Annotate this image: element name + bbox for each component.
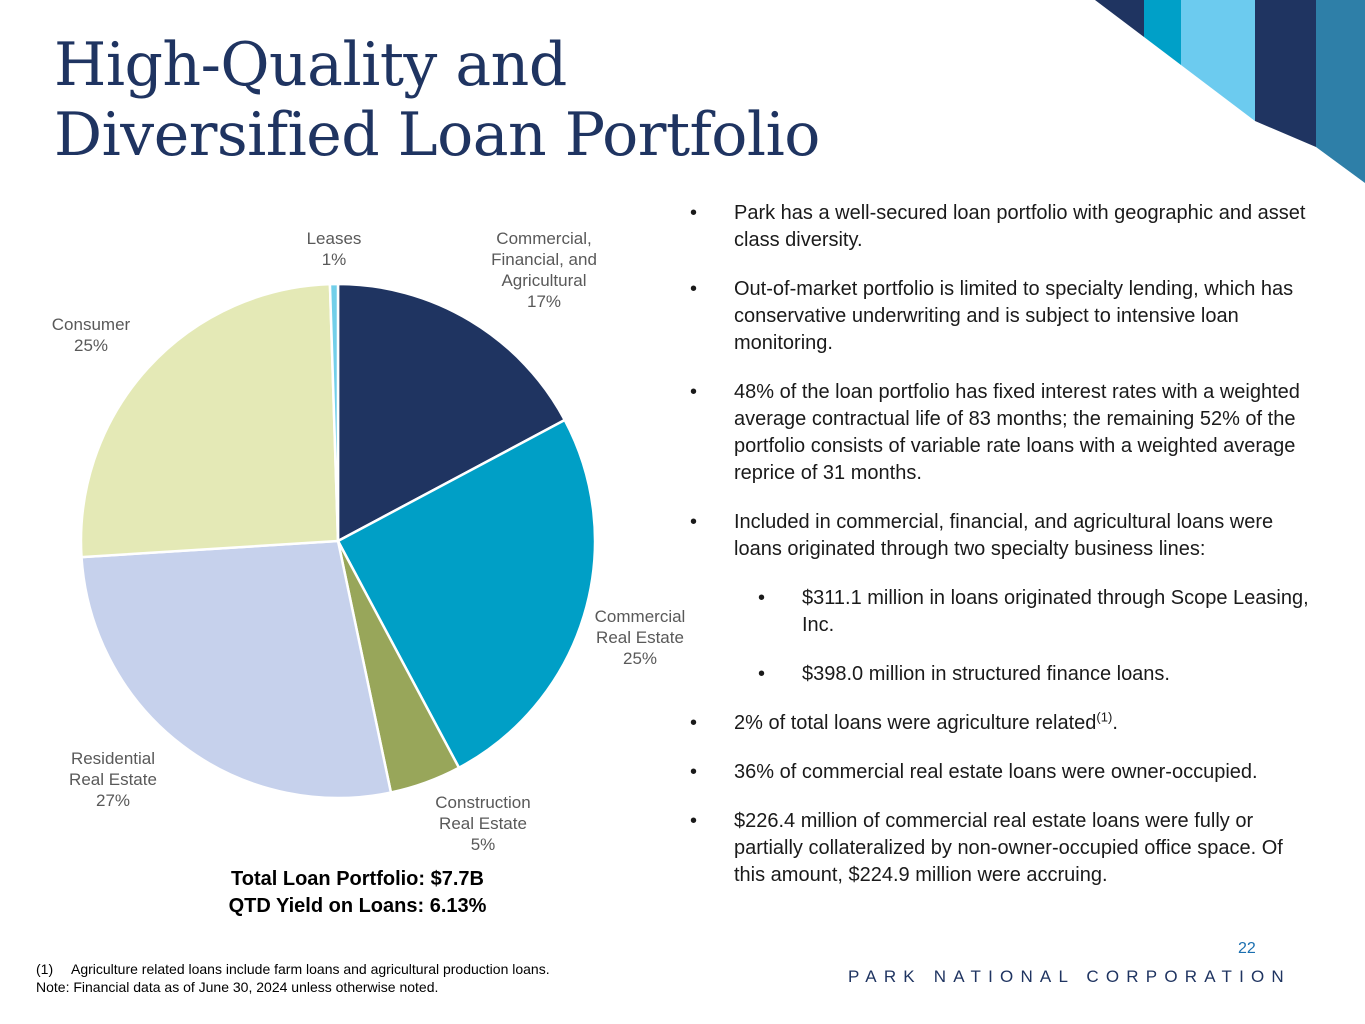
bullet-item <box>690 276 1310 357</box>
bullet-item <box>690 759 1310 786</box>
corner-stripe-teal <box>1144 0 1181 65</box>
slice-label <box>595 607 686 668</box>
bullet-text: Included in commercial, financial, and agricultural loans were loans originated through two specialty business lines: <box>734 511 1274 560</box>
bullet-marker: • <box>690 761 698 783</box>
slice-percent: 25% <box>73 336 109 355</box>
bullet-marker: • <box>690 278 698 300</box>
bullet-text: Park has a well-secured loan portfolio with geographic and asset class diversity. <box>734 202 1306 251</box>
loan-portfolio-pie-chart <box>0 210 690 870</box>
slice-label-line: Consumer <box>51 315 131 334</box>
slice-label-line: Financial, and <box>491 250 597 269</box>
data-note: Note: Financial data as of June 30, 2024 unless otherwise noted. <box>36 979 439 995</box>
qtd-yield-on-loans: QTD Yield on Loans: 6.13% <box>228 895 487 917</box>
bullet-item <box>690 808 1310 889</box>
bullet-marker: • <box>690 810 698 832</box>
footnote-text: Agriculture related loans include farm loans and agricultural production loans. <box>71 961 550 977</box>
corner-stripe-steel-blue <box>1316 0 1365 183</box>
slice-label-line: Real Estate <box>439 814 527 833</box>
footnote-1 <box>36 960 550 978</box>
bullet-list <box>690 200 1310 911</box>
page-number: 22 <box>1238 940 1256 957</box>
bullet-text: $226.4 million of commercial real estate loans were fully or partially collateralized by non-owner-occupied office space. Of this amount, $224.9 million were accruing. <box>734 810 1283 886</box>
bullet-item <box>690 379 1310 487</box>
corner-stripe-light-blue <box>1181 0 1255 121</box>
footnote-reference: (1) <box>1096 709 1113 725</box>
bullet-text: 36% of commercial real estate loans were owner-occupied. <box>734 761 1258 783</box>
corner-brand-graphic <box>1095 0 1365 190</box>
company-wordmark: PARK NATIONAL CORPORATION <box>848 967 1291 986</box>
page-title-line-2: Diversified Loan Portfolio <box>54 100 820 170</box>
bullet-text: $398.0 million in structured finance loans. <box>802 663 1170 685</box>
bullet-marker: • <box>758 663 766 685</box>
slice-label-line: Construction <box>435 793 531 812</box>
bullet-marker: • <box>758 587 766 609</box>
slice-label-line: Real Estate <box>69 770 157 789</box>
slice-label-line: Commercial, <box>496 229 592 248</box>
bullet-marker: • <box>690 712 698 734</box>
bullet-text: 48% of the loan portfolio has fixed interest rates with a weighted average contractual life of 83 months; the remaining 52% of the portfolio consists of variable rate loans with a weighted average reprice of 31 months. <box>734 381 1300 484</box>
bullet-marker: • <box>690 202 698 224</box>
slice-percent: 25% <box>622 649 658 668</box>
corner-stripe-dark-navy <box>1255 0 1316 147</box>
sub-bullet-item <box>690 661 1310 688</box>
footnotes <box>36 960 550 996</box>
slice-label <box>435 793 530 854</box>
page-title <box>54 30 820 170</box>
bullet-item <box>690 710 1310 737</box>
slice-label <box>307 229 362 269</box>
bullet-marker: • <box>690 511 698 533</box>
corner-stripe-navy <box>1095 0 1144 37</box>
bullet-marker: • <box>690 381 698 403</box>
slice-percent: 1% <box>321 250 347 269</box>
bullet-text: $311.1 million in loans originated through Scope Leasing, Inc. <box>802 587 1309 636</box>
slice-label <box>69 749 157 810</box>
total-loan-portfolio: Total Loan Portfolio: $7.7B <box>231 868 484 890</box>
portfolio-summary <box>160 866 555 920</box>
bullet-item <box>690 509 1310 563</box>
bullet-text: 2% of total loans were agriculture related <box>734 712 1097 734</box>
slice-label <box>491 229 597 311</box>
bullet-text: Out-of-market portfolio is limited to specialty lending, which has conservative underwriting and is subject to intensive loan monitoring. <box>734 278 1294 354</box>
slice-percent: 27% <box>95 791 131 810</box>
slice-percent: 17% <box>526 292 562 311</box>
bullet-item <box>690 200 1310 254</box>
page-title-line-1: High-Quality and <box>54 30 567 100</box>
slice-label-line: Commercial <box>594 607 686 626</box>
footnote-number: (1) <box>36 961 54 977</box>
slice-label <box>52 315 131 355</box>
slice-label-line: Agricultural <box>501 271 587 290</box>
slice-label-line: Leases <box>306 229 362 248</box>
slice-label-line: Residential <box>70 749 156 768</box>
slice-label-line: Real Estate <box>596 628 684 647</box>
slice-percent: 5% <box>470 835 496 854</box>
bullet-text-end: . <box>1112 712 1118 734</box>
sub-bullet-item <box>690 585 1310 639</box>
